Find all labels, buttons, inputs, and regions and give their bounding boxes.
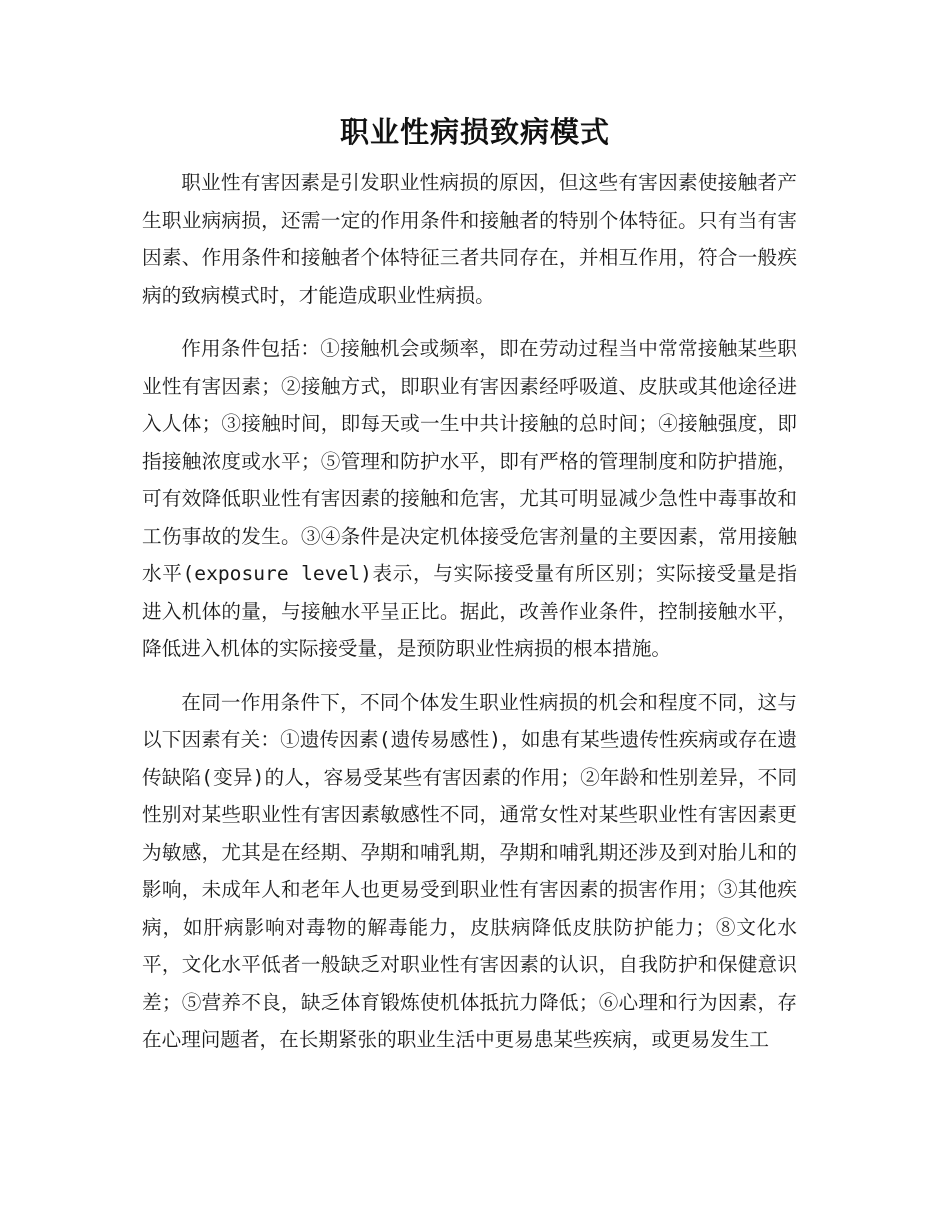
document-title: 职业性病损致病模式 — [339, 115, 610, 149]
paragraph-3: 在同一作用条件下，不同个体发生职业性病损的机会和程度不同，这与以下因素有关：①遗传因素(遗传易感性)，如患有某些遗传性疾病或存在遗传缺陷(变异)的人，容易受某些有害因素的作用；②年龄和性别差异，不同性别对某些职业性有害因素敏感性不同，通常女性对某些职业性有害因素更为敏感，尤其是在经期、孕期和哺乳期，孕期和哺乳期还涉及到对胎儿和的影响，未成年人和老年人也更易受到职业性有害因素的损害作用；③其他疾病，如肝病影响对毒物的解毒能力，皮肤病降低皮肤防护能力；⑧文化水平，文化水平低者一般缺乏对职业性有害因素的认识，自我防护和保健意识差；⑤营养不良，缺乏体育锻炼使机体抵抗力降低；⑥心理和行为因素，存在心理问题者，在长期紧张的职业生活中更易患某些疾病，或更易发生工 — [142, 690, 797, 1051]
paragraph-1: 职业性有害因素是引发职业性病损的原因，但这些有害因素使接触者产生职业病病损，还需一定的作用条件和接触者的特别个体特征。只有当有害因素、作用条件和接触者个体特征三者共同存在，并相互作用，符合一般疾病的致病模式时，才能造成职业性病损。 — [142, 171, 797, 307]
document-body — [142, 164, 797, 1075]
paragraph-2: 作用条件包括：①接触机会或频率，即在劳动过程当中常常接触某些职业性有害因素；②接触方式，即职业有害因素经呼吸道、皮肤或其他途径进入人体；③接触时间，即每天或一生中共计接触的总时间；④接触强度，即指接触浓度或水平；⑤管理和防护水平，即有严格的管理制度和防护措施，可有效降低职业性有害因素的接触和危害，尤其可明显减少急性中毒事故和工伤事故的发生。③④条件是决定机体接受危害剂量的主要因素，常用接触水平(exposure level)表示，与实际接受量有所区别；实际接受量是指进入机体的量，与接触水平呈正比。据此，改善作业条件，控制接触水平，降低进入机体的实际接受量，是预防职业性病损的根本措施。 — [142, 337, 797, 660]
